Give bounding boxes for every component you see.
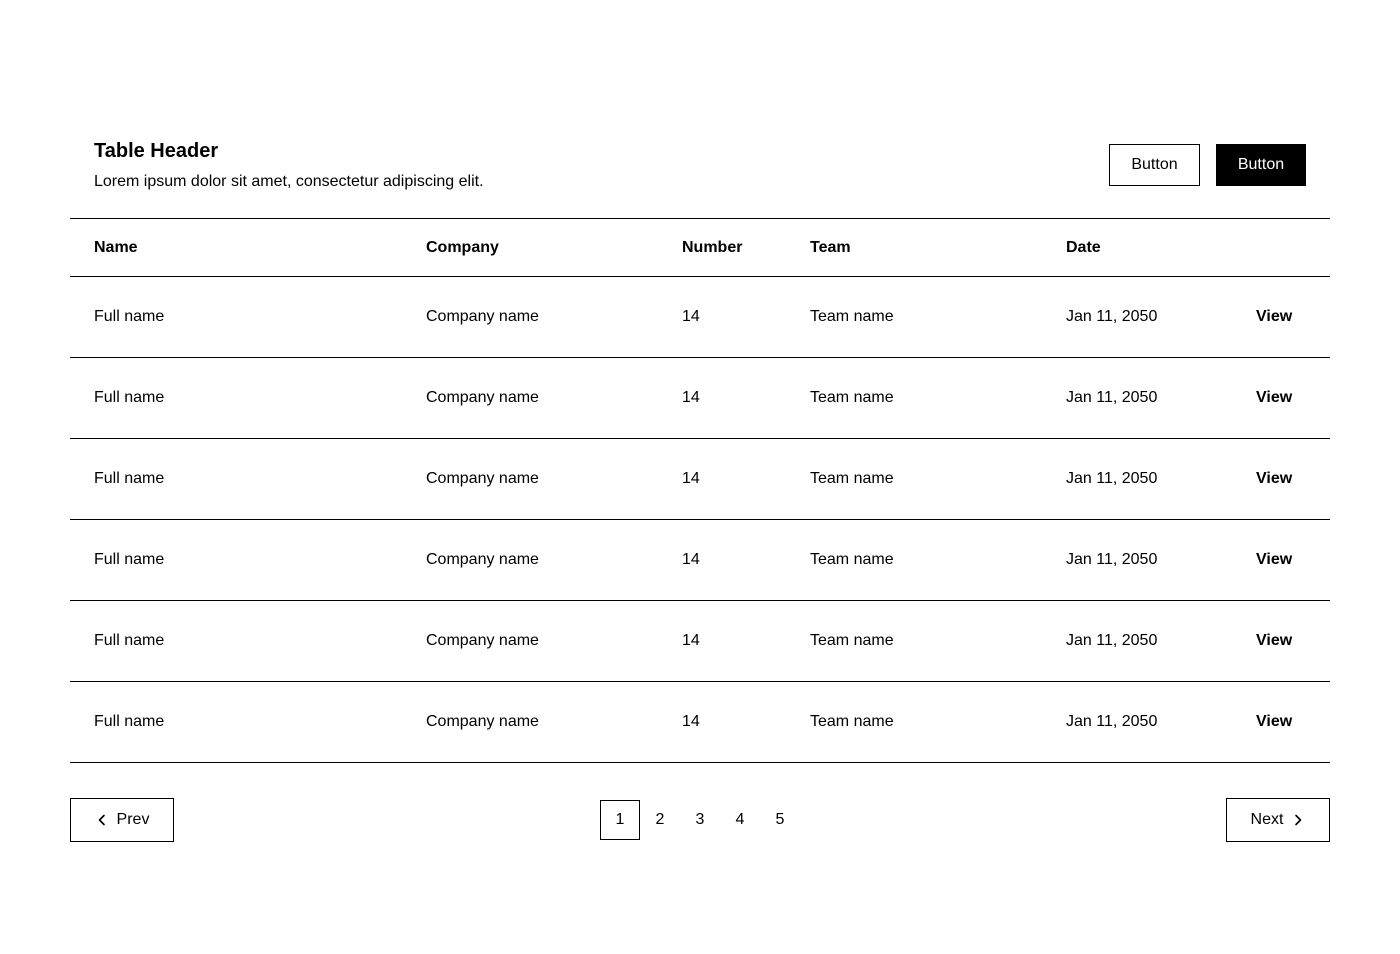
table-row	[70, 682, 1330, 763]
page-button-2[interactable]: 2	[655, 811, 665, 828]
data-table	[70, 218, 1330, 763]
next-label: Next	[1250, 811, 1284, 828]
cell-team: Team name	[810, 713, 894, 730]
cell-team: Team name	[810, 470, 894, 487]
cell-name: Full name	[94, 632, 165, 649]
cell-action	[1256, 520, 1330, 601]
cell-team: Team name	[810, 632, 894, 649]
cell-team: Team name	[810, 551, 894, 568]
cell-name: Full name	[94, 470, 165, 487]
cell-date: Jan 11, 2050	[1066, 308, 1158, 325]
cell-action	[1256, 601, 1330, 682]
cell-action	[1256, 439, 1330, 520]
cell-company: Company name	[426, 551, 539, 568]
cell-action	[1256, 358, 1330, 439]
column-header-company[interactable]: Company	[426, 238, 499, 256]
secondary-button[interactable]: Button	[1109, 144, 1200, 186]
primary-button[interactable]: Button	[1216, 144, 1306, 186]
cell-company: Company name	[426, 470, 539, 487]
table-row	[70, 358, 1330, 439]
cell-company: Company name	[426, 632, 539, 649]
table-body	[70, 277, 1330, 763]
page-button-3[interactable]: 3	[695, 811, 705, 828]
table-description: Lorem ipsum dolor sit amet, consectetur adipiscing elit.	[94, 173, 484, 190]
page-button-4[interactable]: 4	[735, 811, 745, 828]
cell-date: Jan 11, 2050	[1066, 389, 1158, 406]
cell-company: Company name	[426, 308, 539, 325]
cell-date: Jan 11, 2050	[1066, 713, 1158, 730]
column-header-team[interactable]: Team	[810, 238, 851, 256]
cell-number: 14	[682, 632, 700, 649]
cell-name: Full name	[94, 389, 165, 406]
view-link[interactable]: View	[1256, 551, 1293, 568]
cell-action	[1256, 682, 1330, 763]
header-row	[70, 219, 1330, 277]
table-header	[70, 0, 1330, 218]
cell-name: Full name	[94, 308, 165, 325]
cell-team: Team name	[810, 308, 894, 325]
next-page-button[interactable]	[1226, 798, 1330, 842]
cell-number: 14	[682, 308, 700, 325]
table-head	[70, 219, 1330, 277]
cell-number: 14	[682, 551, 700, 568]
cell-company: Company name	[426, 389, 539, 406]
chevron-right-icon	[1291, 813, 1305, 827]
column-header-number[interactable]: Number	[682, 238, 743, 256]
table-row	[70, 277, 1330, 358]
page-button-1[interactable]: 1	[600, 800, 640, 840]
cell-date: Jan 11, 2050	[1066, 470, 1158, 487]
column-header-date[interactable]: Date	[1066, 238, 1101, 256]
cell-name: Full name	[94, 551, 165, 568]
column-header-action	[1256, 219, 1330, 277]
cell-date: Jan 11, 2050	[1066, 551, 1158, 568]
cell-number: 14	[682, 470, 700, 487]
cell-number: 14	[682, 713, 700, 730]
cell-number: 14	[682, 389, 700, 406]
view-link[interactable]: View	[1256, 389, 1293, 406]
cell-action	[1256, 277, 1330, 358]
prev-label: Prev	[116, 811, 150, 828]
cell-company: Company name	[426, 713, 539, 730]
cell-date: Jan 11, 2050	[1066, 632, 1158, 649]
cell-team: Team name	[810, 389, 894, 406]
page-button-5[interactable]: 5	[775, 811, 785, 828]
cell-name: Full name	[94, 713, 165, 730]
prev-page-button[interactable]	[70, 798, 174, 842]
page-numbers	[600, 800, 800, 840]
view-link[interactable]: View	[1256, 713, 1293, 730]
table-row	[70, 601, 1330, 682]
view-link[interactable]: View	[1256, 308, 1293, 325]
table-row	[70, 439, 1330, 520]
view-link[interactable]: View	[1256, 470, 1293, 487]
chevron-left-icon	[95, 813, 109, 827]
table-row	[70, 520, 1330, 601]
view-link[interactable]: View	[1256, 632, 1293, 649]
column-header-name[interactable]: Name	[94, 238, 138, 256]
table-title: Table Header	[94, 140, 219, 162]
